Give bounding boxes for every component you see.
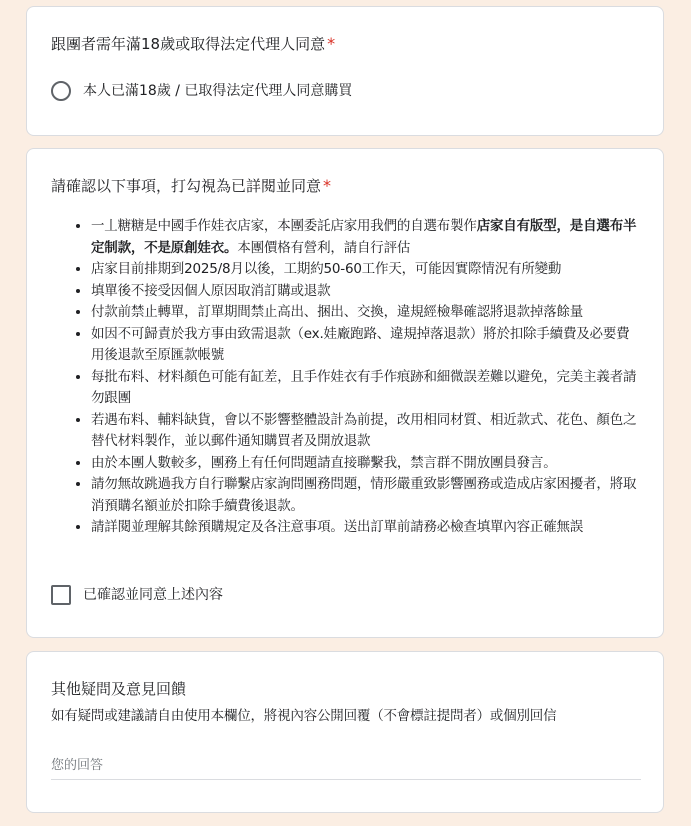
terms-agree-option[interactable]: [51, 585, 223, 605]
age-question-card: [26, 6, 664, 136]
terms-list-item: • 填單後不接受因個人原因取消訂購或退款: [91, 281, 641, 303]
required-mark: *: [327, 34, 336, 53]
age-confirm-radio[interactable]: [51, 81, 71, 101]
age-confirm-option-label: 本人已滿18歲 / 已取得法定代理人同意購買: [83, 83, 353, 99]
terms-list-item: • 每批布料、材料顏色可能有缸差，且手作娃衣有手作痕跡和細微誤差難以避免，完美主義者請勿跟團: [91, 367, 641, 410]
terms-list-item: • 請勿無故跳過我方自行聯繫店家詢問團務問題，情形嚴重致影響團務或造成店家困擾者，將取消預購名額並於扣除手續費後退款。: [91, 474, 641, 517]
age-confirm-option[interactable]: [51, 81, 352, 101]
terms-agree-checkbox[interactable]: [51, 585, 71, 605]
terms-agree-label: 已確認並同意上述內容: [83, 587, 223, 603]
feedback-question-card: [26, 651, 664, 813]
terms-list-item: • 付款前禁止轉單，訂單期間禁止高出、捆出、交換，違規經檢舉確認將退款掉落餘量: [91, 302, 641, 324]
terms-question-title: 請確認以下事項，打勾視為已詳閱並同意: [51, 177, 322, 195]
terms-list-item: • 店家目前排期到2025/8月以後，工期約50-60工作天，可能因實際情況有所變動: [91, 259, 641, 281]
age-question-title: 跟團者需年滿18歲或取得法定代理人同意: [51, 35, 326, 53]
terms-list-item: • 一丄糖糖是中國手作娃衣店家，本團委託店家用我們的自選布製作店家自有版型，是自選布半定制款，不是原創娃衣。本團價格有營利，請自行評估: [91, 216, 641, 259]
feedback-question-title: 其他疑問及意見回饋: [51, 680, 187, 698]
feedback-question-description: 如有疑問或建議請自由使用本欄位，將視內容公開回覆（不會標註提問者）或個別回信: [51, 708, 557, 724]
terms-list-item: • 請詳閱並理解其餘預購規定及各注意事項。送出訂單前請務必檢查填單內容正確無誤: [91, 517, 641, 539]
terms-list-item: • 若遇布料、輔料缺貨，會以不影響整體設計為前提，改用相同材質、相近款式、花色、顏色之替代材料製作，並以郵件通知購買者及開放退款: [91, 410, 641, 453]
terms-list: [51, 216, 641, 539]
terms-list-item: • 如因不可歸責於我方事由致需退款（ex.娃廠跑路、違規掉落退款）將於扣除手續費及必要費用後退款至原匯款帳號: [91, 324, 641, 367]
terms-question-card: [26, 148, 664, 638]
terms-list-item: • 由於本團人數較多，團務上有任何問題請直接聯繫我，禁言群不開放團員發言。: [91, 453, 641, 475]
required-mark: *: [323, 176, 332, 195]
feedback-answer-input[interactable]: [51, 754, 641, 780]
